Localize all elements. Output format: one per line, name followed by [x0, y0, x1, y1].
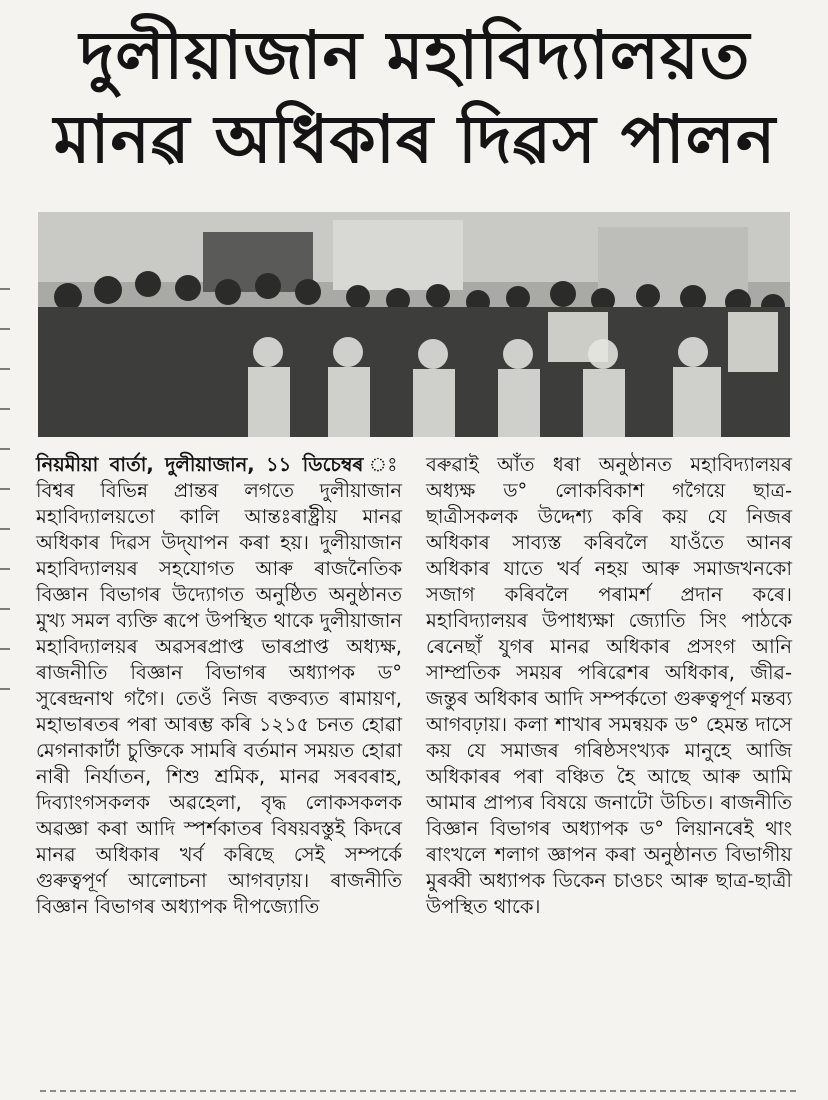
article-column-right [426, 452, 792, 920]
article-column-left [36, 452, 402, 920]
adjacent-column-edge [0, 270, 10, 710]
bottom-rule [40, 1090, 800, 1092]
dateline: নিয়মীয়া বাৰ্তা, দুলীয়াজান, ১১ ডিচেম্বৰ [36, 453, 364, 476]
headline-line-2: মানৱ অধিকাৰ দিৱস পালন [53, 101, 777, 178]
article-text-left: বিশ্বৰ বিভিন্ন প্ৰান্তৰ লগতে দুলীয়াজান মহাবিদ্যালয়তো কালি আন্তঃৰাষ্ট্ৰীয় মানৱ অধিকাৰ দিৱস উদ্‌যাপন কৰা হয়। দুলীয়াজান মহাবিদ্যালয়ৰ সহযোগত আৰু ৰাজনৈতিক বিজ্ঞান বিভাগৰ উদ্যোগত অনুষ্ঠিত অনুষ্ঠানত মুখ্য সমল ব্যক্তি ৰূপে উপস্থিত থাকে দুলীয়াজান মহাবিদ্যালয়ৰ অৱসৰপ্ৰাপ্ত ভাৰপ্ৰাপ্ত অধ্যক্ষ, ৰাজনীতি বিজ্ঞান বিভাগৰ অধ্যাপক ড° সুৰেন্দ্ৰনাথ গগৈ। তেওঁ নিজ বক্তব্যত ৰামায়ণ, মহাভাৰতৰ পৰা আৰম্ভ কৰি ১২১৫ চনত হোৱা মেগনাকাৰ্টা চুক্তিকে সামৰি বৰ্তমান সময়ত হোৱা নাৰী নিৰ্যাতন, শিশু শ্ৰমিক, মানৱ সৰবৰাহ, দিব্যাংগসকলক অৱহেলা, বৃদ্ধ লোকসকলক অৱজ্ঞা কৰা আদি স্পৰ্শকাতৰ বিষয়বস্তুই কিদৰে মানৱ অধিকাৰ খৰ্ব কৰিছে সেই সম্পৰ্কে গুৰুত্বপূৰ্ণ আলোচনা আগবঢ়ায়। ৰাজনীতি বিজ্ঞান বিভাগৰ অধ্যাপক দীপজ্যোতি [36, 479, 402, 918]
article-text-right: বৰুৱাই আঁত ধৰা অনুষ্ঠানত মহাবিদ্যালয়ৰ অধ্যক্ষ ড° লোকবিকাশ গগৈয়ে ছাত্ৰ-ছাত্ৰীসকলক উদ্দেশ্য কৰি কয় যে নিজৰ অধিকাৰ সাব্যস্ত কৰিবলৈ যাওঁতে আনৰ অধিকাৰ যাতে খৰ্ব নহয় আৰু সমাজখনকো সজাগ কৰিবলৈ পৰামৰ্শ প্ৰদান কৰে। মহাবিদ্যালয়ৰ উপাধ্যক্ষা জ্যোতি সিং পাঠকে ৰেনেছাঁ যুগৰ মানৱ অধিকাৰ প্ৰসংগ আনি সাম্প্ৰতিক সময়ৰ পৰিৱেশৰ অধিকাৰ, জীৱ-জন্তুৰ অধিকাৰ আদি সম্পৰ্কতো গুৰুত্বপূৰ্ণ মন্তব্য আগবঢ়ায়। কলা শাখাৰ সমন্বয়ক ড° হেমন্ত দাসে কয় যে সমাজৰ গৰিষ্ঠসংখ্যক মানুহে আজি অধিকাৰৰ পৰা বঞ্চিত হৈ আছে আৰু আমি আমাৰ প্ৰাপ্যৰ বিষয়ে জনাটো উচিত। ৰাজনীতি বিজ্ঞান বিভাগৰ অধ্যাপক ড° লিয়ানৰেই থাং ৰাংখলে শলাগ জ্ঞাপন কৰা অনুষ্ঠানত বিভাগীয় মুৰব্বী অধ্যাপক ডিকেন চাওচং আৰু ছাত্ৰ-ছাত্ৰী উপস্থিত থাকে। [426, 453, 792, 918]
article-body [36, 452, 796, 1082]
group-photo-illustration [38, 212, 790, 437]
headline [20, 14, 810, 182]
headline-line-1: দুলীয়াজান মহাবিদ্যালয়ত [79, 17, 751, 94]
group-photo [38, 212, 790, 437]
